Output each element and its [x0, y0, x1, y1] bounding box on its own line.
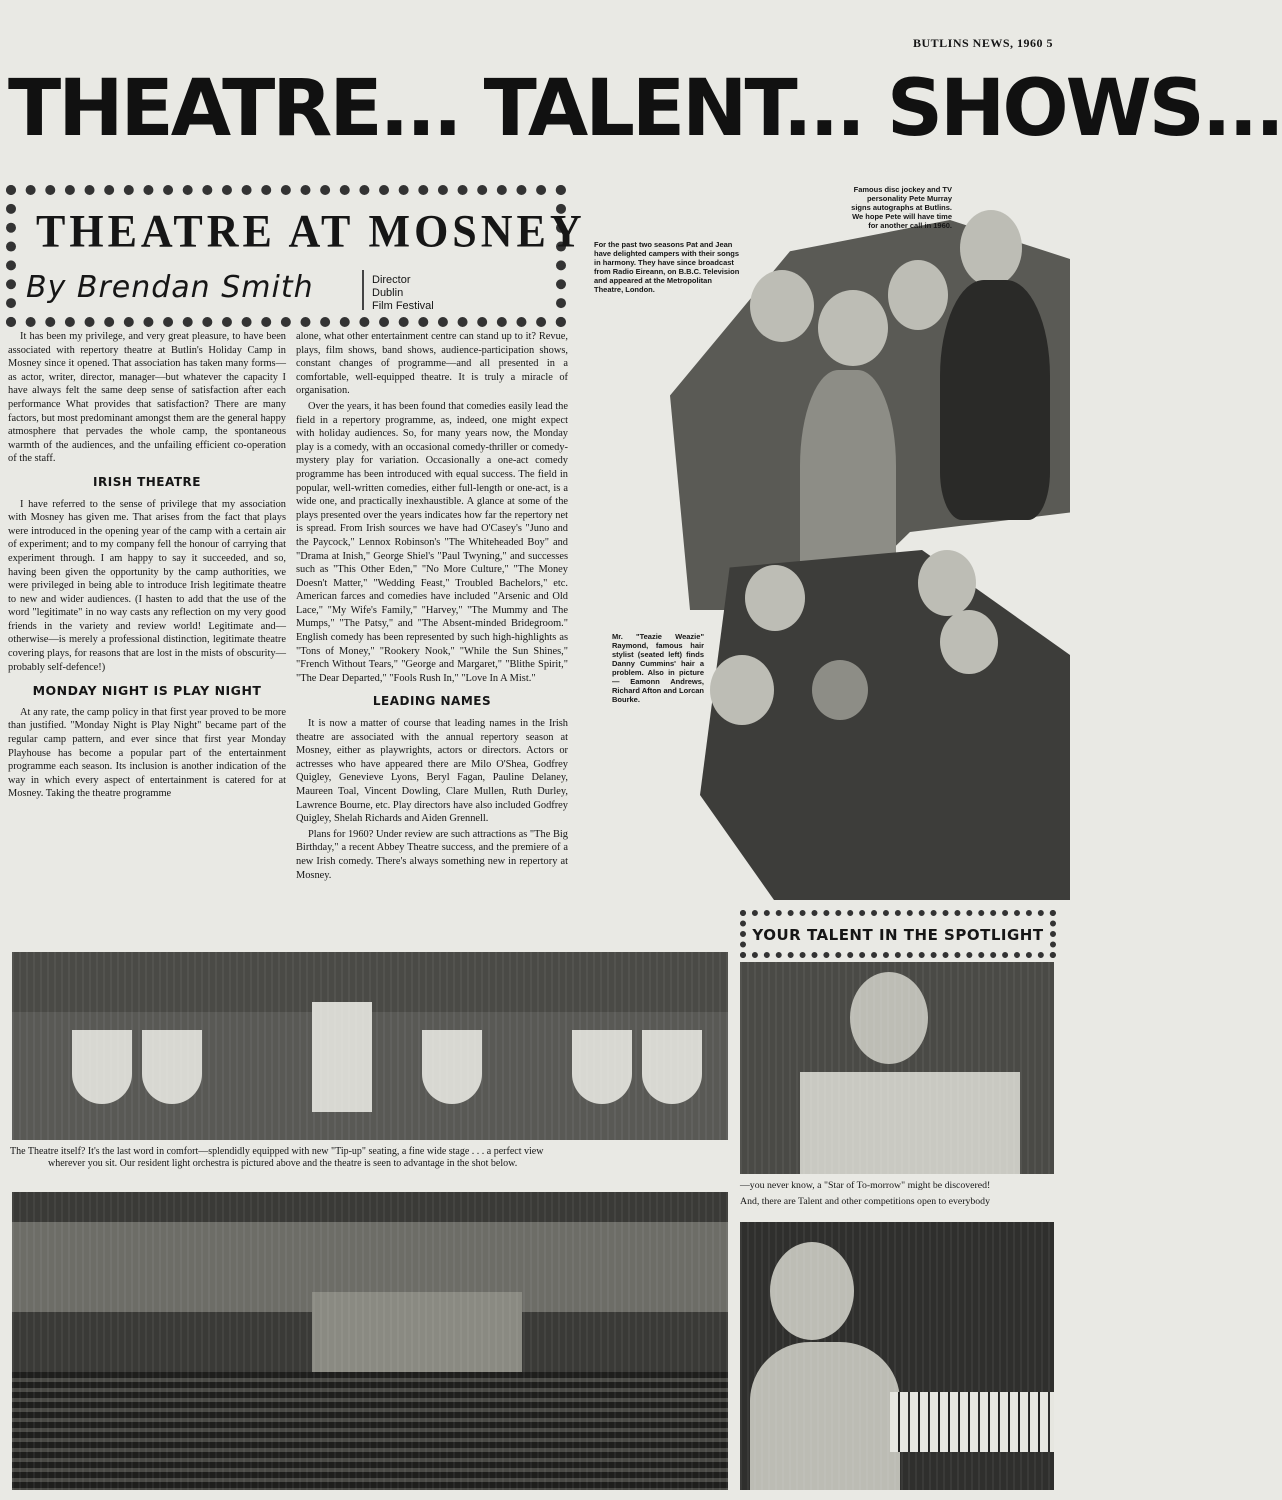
caption-pat-jean: For the past two seasons Pat and Jean have delighted campers with their songs in harmony. They have since broadcast from Radio Eireann, on B.B.C. Television and appeared at the Metropolitan Theatre, London.: [594, 240, 740, 294]
article-byline: By Brendan Smith: [26, 270, 314, 305]
caption-line: wherever you sit. Our resident light orchestra is pictured above and the theatre is seen to advantage in the shot below.: [48, 1158, 518, 1169]
article-column-2: [296, 330, 568, 884]
stage: [312, 1292, 522, 1372]
music-stand: [642, 1030, 702, 1104]
music-stand: [72, 1030, 132, 1104]
seating-rows: [12, 1372, 728, 1490]
person-face: [888, 260, 948, 330]
byline-role: [372, 274, 434, 313]
person-face: [960, 210, 1022, 286]
orchestra-photo: [12, 952, 728, 1140]
caption-line: The Theatre itself? It's the last word in comfort—splendidly equipped with new "Tip-up" seating, a fine wide stage . . . a perfect view: [10, 1146, 544, 1157]
person-face: [745, 565, 805, 631]
person-figure: [750, 1342, 900, 1490]
music-stand: [312, 1002, 372, 1112]
person-face: [918, 550, 976, 616]
subhead-leading-names: LEADING NAMES: [372, 694, 492, 709]
accordion: [800, 1072, 1020, 1174]
caption-pete-murray: Famous disc jockey and TV personality Pete Murray signs autographs at Butlins. We hope Pete will have time for another call in 1960.: [851, 185, 952, 230]
paragraph: Plans for 1960? Under review are such attractions as "The Big Birthday," a recent Abbey Theatre success, and the premiere of a new Irish comedy. There's always something new in repertory at Mosney.: [296, 828, 568, 881]
piano-keys: [890, 1392, 1054, 1452]
auditorium-wall: [12, 1222, 728, 1312]
person-face: [770, 1242, 854, 1340]
pianist-photo: [740, 1222, 1054, 1490]
music-stand: [422, 1030, 482, 1104]
byline-role-line: Dublin: [372, 287, 404, 299]
person-face: [812, 660, 868, 720]
spotlight-title: YOUR TALENT IN THE SPOTLIGHT: [752, 926, 1044, 944]
person-face: [818, 290, 888, 366]
person-face: [940, 610, 998, 674]
paragraph: I have referred to the sense of privilege that my association with Mosney has given me. That arises from the fact that plays were introduced in the opening year of the camp with a certain air of experiment; and to my company fell the honour of carrying that experiment through. I am happy to say it succeeded, and so, having been given the opportunity by the camp authorities, we were privileged in being able to introduce Irish legitimate theatre to new and wider audiences. (I hasten to add that the use of the word "legitimate" in no way casts any reflection on my very good friends in the variety and review world! Legitimate and—otherwise—is merely a professional distinction, legitimate theatre covering plays, for reasons that are lost in the mists of obscurity—probably self-defence!): [8, 498, 286, 673]
person-face: [850, 972, 928, 1064]
article-title: THEATRE AT MOSNEY: [36, 205, 586, 258]
person-face: [750, 270, 814, 342]
accordion-player-photo: [740, 962, 1054, 1174]
stage-backdrop: [12, 1012, 728, 1140]
paragraph: Over the years, it has been found that comedies easily lead the field in a repertory programme, as, indeed, one might expect with holiday audiences. So, for many years now, the Monday play is a comedy, with an occasional comedy-thriller or comedy-mystery play for variation. Occasionally a one-act comedy programme has been introduced with equal success. The field in popular, well-written comedies, either full-length or one-act, is a wide one, and practically inexhaustible. A glance at some of the plays presented over the years indicates how far the repertory net is spread. From Irish sources we have had O'Casey's "Juno and the Paycock," Lennox Robinson's "The Whiteheaded Boy" and "Drama at Inish," George Shiel's "Paul Twyning," and successes such as "This Other Eden," "No More Culture," "The Money Doesn't Matter," "Wedding Feast," Troubled Bachelors," etc. American farces and comedies have included "Arsenic and Old Lace," "My Wife's Family," "Harvey," "The Mummy and The Mumps," "The Patsy," and "The Absent-minded Bridegroom." English comedy has been represented by such high-highlights as "Tons of Money," "Rookery Nook," "While the Sun Shines," "French Without Tears," "George and Margaret," "Blithe Spirit," "The Dear Departed," "Fools Rush In," "Love In A Mist.": [296, 400, 568, 684]
subhead-irish-theatre: IRISH THEATRE: [93, 474, 201, 489]
paragraph: alone, what other entertainment centre can stand up to it? Revue, plays, film shows, band shows, audience-participation shows, constant changes of programme—and all presented in a comfortable, well-equipped theatre. It is truly a miracle of organisation.: [296, 331, 568, 397]
music-stand: [142, 1030, 202, 1104]
caption-line: —you never know, a "Star of To-morrow" might be discovered!: [740, 1180, 991, 1191]
byline-divider: [362, 270, 364, 310]
article-column-1: [8, 330, 286, 803]
auditorium-photo: [12, 1192, 728, 1490]
paragraph: It is now a matter of course that leading names in the Irish theatre are associated with the annual repertory season at Mosney, either as playwrights, actors or directors. Actors or actresses who have appeared there are Milo O'Shea, Godfrey Quigley, Genevieve Lyons, Beryl Fagan, Pauline Delaney, Maureen Toal, Vincent Dowling, Clare Mullen, Ruth Durley, Lawrence Bourne, etc. Play directors have also included Godfrey Quigley, Shelah Richards and Aiden Grennell.: [296, 718, 568, 825]
paragraph: At any rate, the camp policy in that first year proved to be more than justified. "Monday Night is Play Night" became part of the regular camp pattern, and ever since that first year Monday Playhouse has become a popular part of the entertainment programme each season. Its inclusion is another indication of the way in which every aspect of entertainment is catered for at Mosney. Taking the theatre programme: [8, 706, 286, 800]
person-face: [710, 655, 774, 725]
caption-teazie-weazie: Mr. "Teazie Weazie" Raymond, famous hair stylist (seated left) finds Danny Cummins' hair a problem. Also in picture — Eamonn Andrews, Richard Afton and Lorcan Bourke.: [612, 632, 704, 704]
paragraph: It has been my privilege, and very great pleasure, to have been associated with repertory theatre at Butlin's Holiday Camp in Mosney since it opened. That association has taken many forms—as actor, writer, director, manager—but whatever the capacity I have always felt the same deep sense of satisfaction after each performance What provides that satisfaction? There are many factors, but most predominant amongst them are the general happy atmosphere that pervades the whole camp, the spontaneous warmth of the audiences, and the unfailing efficient co-operation of the staff.: [8, 331, 286, 465]
caption-line: And, there are Talent and other competitions open to everybody: [740, 1196, 990, 1207]
caption-spotlight: [740, 1180, 1060, 1208]
photo-collage: [640, 190, 1070, 910]
byline-role-line: Film Festival: [372, 300, 434, 312]
person-figure: [940, 280, 1050, 520]
subhead-monday-night: MONDAY NIGHT IS PLAY NIGHT: [32, 683, 262, 699]
page-folio: BUTLINS NEWS, 1960 5: [912, 36, 1053, 50]
masthead: THEATRE... TALENT... SHOWS...: [8, 64, 1282, 154]
caption-theatre: [10, 1146, 730, 1170]
music-stand: [572, 1030, 632, 1104]
byline-role-line: Director: [372, 274, 411, 286]
